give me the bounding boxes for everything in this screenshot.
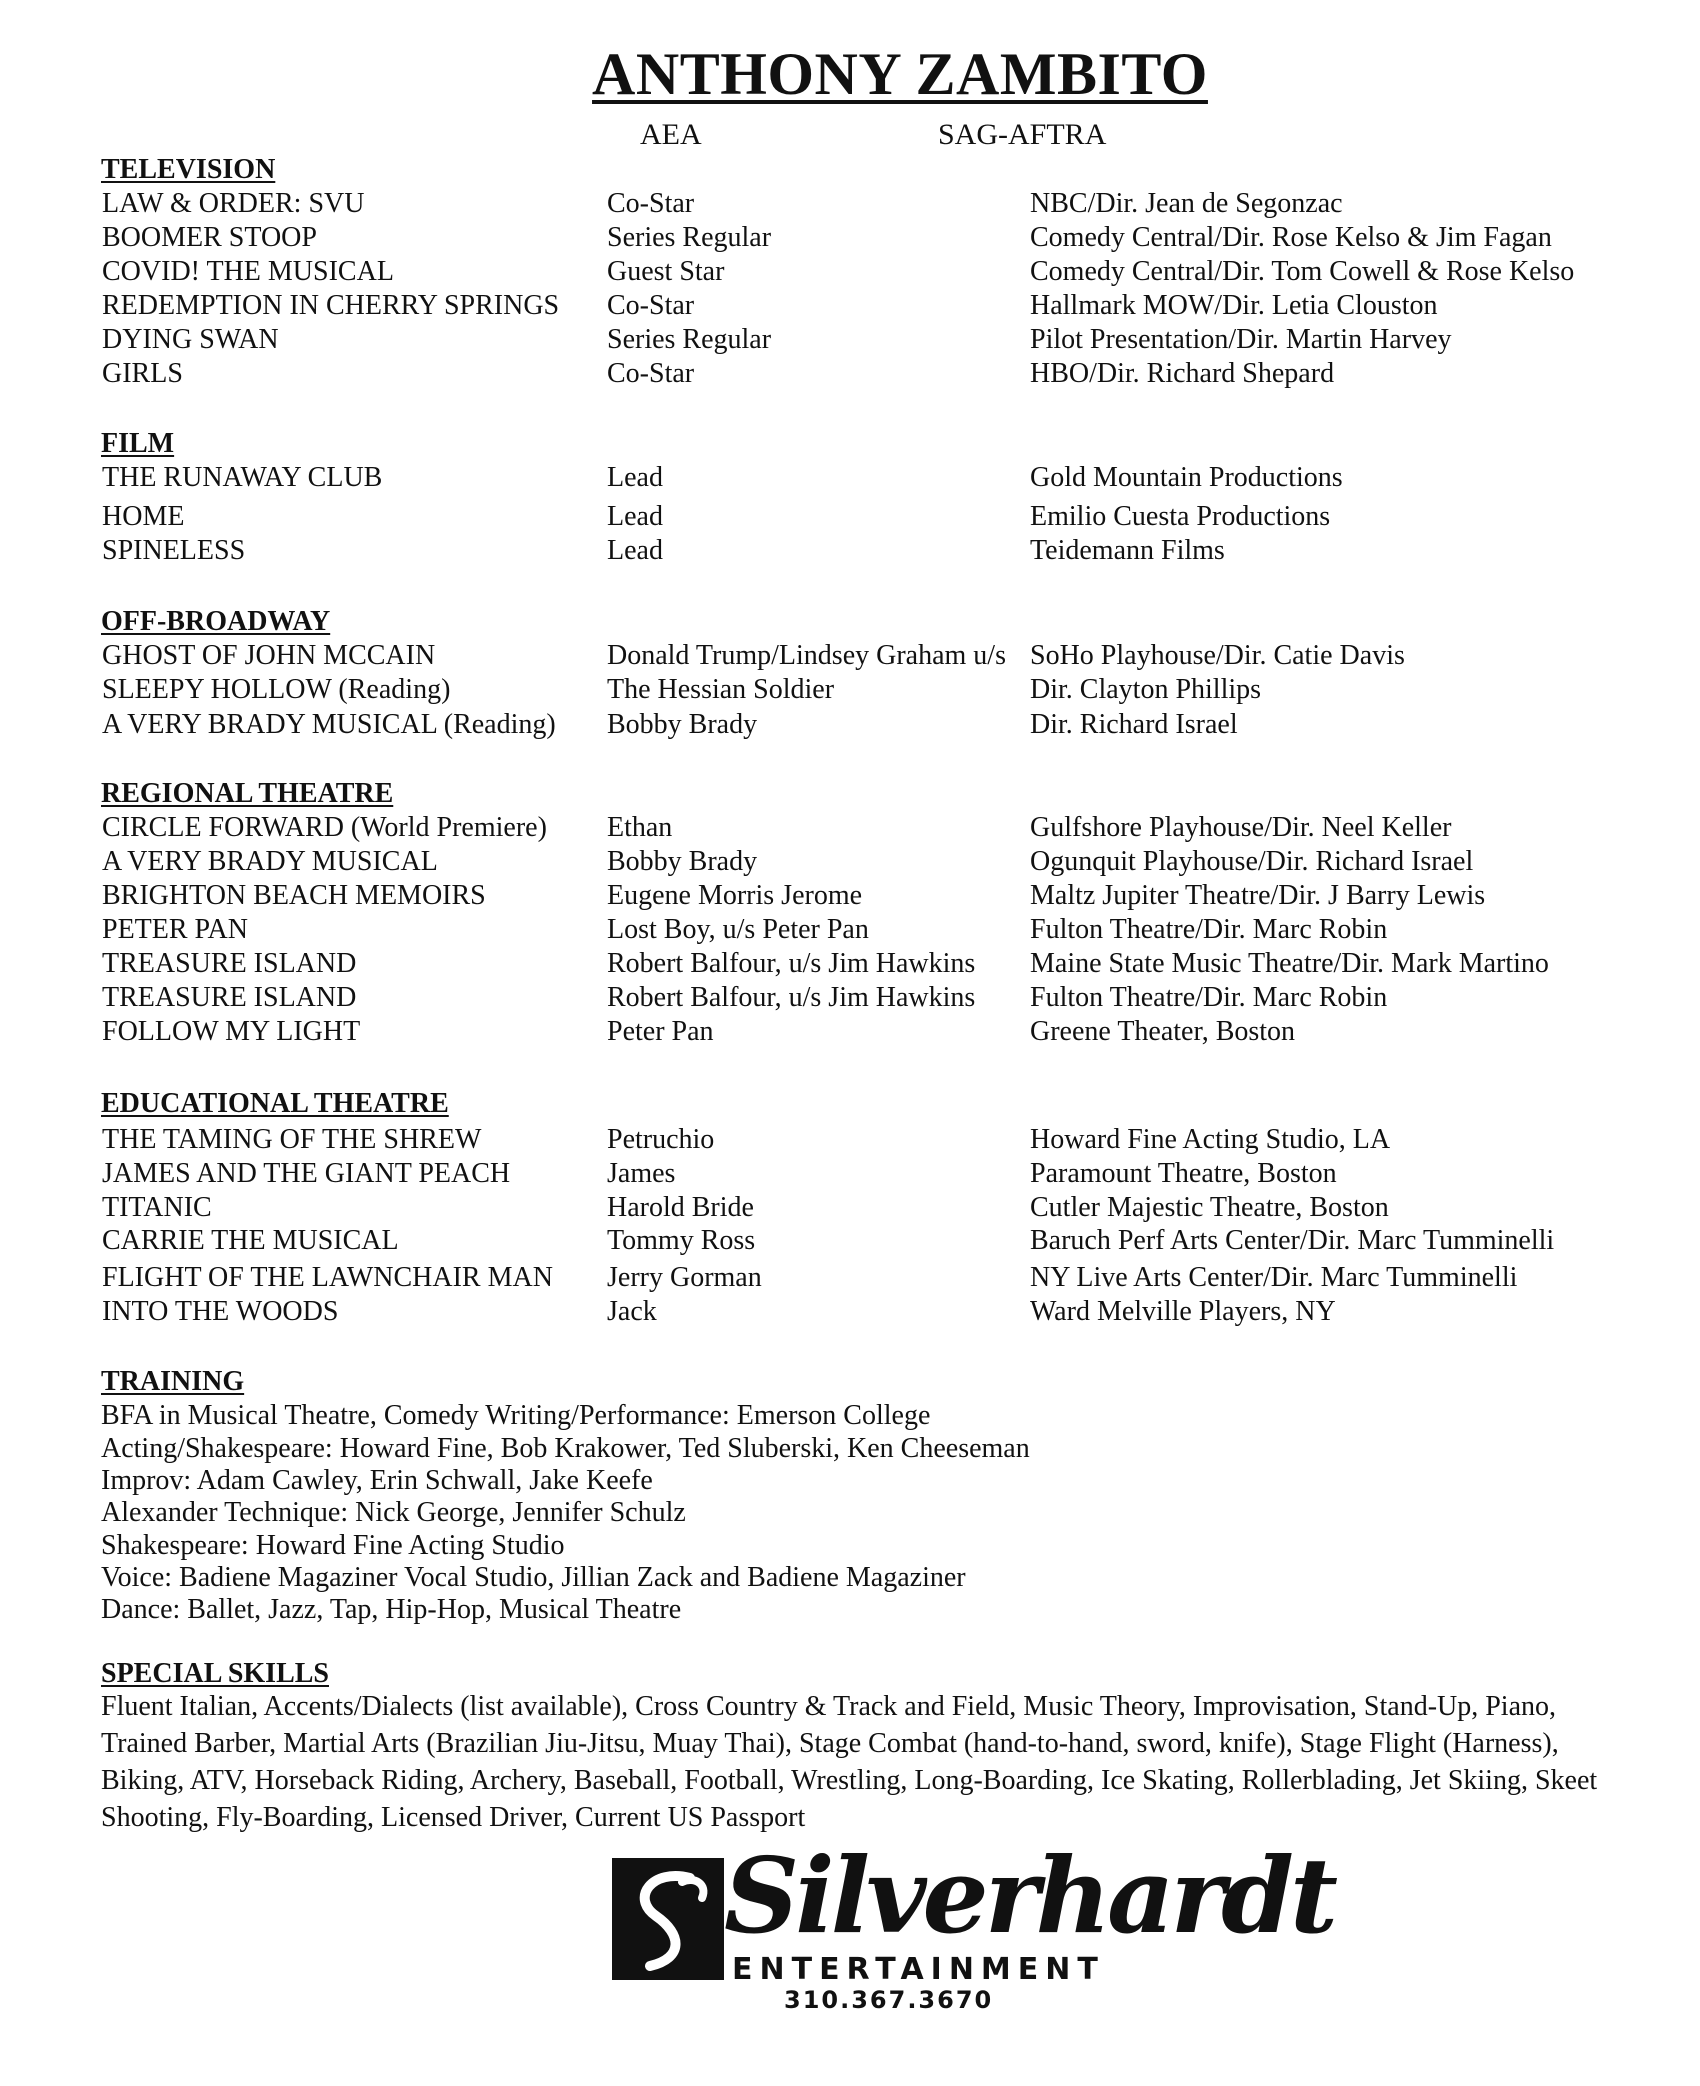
credit-title: GIRLS xyxy=(102,358,183,389)
logo-company-text: ENTERTAINMENT xyxy=(732,1952,1105,1987)
credit-venue: Fulton Theatre/Dir. Marc Robin xyxy=(1030,982,1388,1013)
credit-role: Harold Bride xyxy=(607,1192,754,1223)
credit-role: Bobby Brady xyxy=(607,709,758,740)
credit-row xyxy=(0,1124,1700,1158)
credit-role: Robert Balfour, u/s Jim Hawkins xyxy=(607,948,976,979)
credit-title: BOOMER STOOP xyxy=(102,222,317,253)
credit-role: Series Regular xyxy=(607,222,772,253)
credit-row xyxy=(0,1262,1700,1296)
credit-role: Lead xyxy=(607,535,663,566)
training-line: Alexander Technique: Nick George, Jennifer Schulz xyxy=(101,1497,686,1528)
credit-row xyxy=(0,324,1700,358)
credit-role: Bobby Brady xyxy=(607,846,758,877)
agency-logo xyxy=(612,1834,1335,2014)
credit-venue: Teidemann Films xyxy=(1030,535,1225,566)
credit-title: THE TAMING OF THE SHREW xyxy=(102,1124,482,1155)
credit-role: The Hessian Soldier xyxy=(607,674,835,705)
credit-row xyxy=(0,1016,1700,1050)
credit-role: Peter Pan xyxy=(607,1016,714,1047)
credit-title: JAMES AND THE GIANT PEACH xyxy=(102,1158,511,1189)
section-title-educational-theatre: EDUCATIONAL THEATRE xyxy=(101,1088,449,1119)
credit-title: A VERY BRADY MUSICAL (Reading) xyxy=(102,709,556,740)
credit-venue: SoHo Playhouse/Dir. Catie Davis xyxy=(1030,640,1405,671)
credit-row xyxy=(0,358,1700,392)
credit-title: GHOST OF JOHN MCCAIN xyxy=(102,640,436,671)
credit-venue: Gold Mountain Productions xyxy=(1030,462,1343,493)
credit-title: FOLLOW MY LIGHT xyxy=(102,1016,361,1047)
credit-venue: Ogunquit Playhouse/Dir. Richard Israel xyxy=(1030,846,1474,877)
section-title-off-broadway: OFF-BROADWAY xyxy=(101,606,331,637)
credit-role: Lost Boy, u/s Peter Pan xyxy=(607,914,869,945)
credit-row xyxy=(0,709,1700,743)
training-line: Dance: Ballet, Jazz, Tap, Hip-Hop, Musical Theatre xyxy=(101,1594,682,1625)
logo-script-text: Silverhardt xyxy=(724,1834,1335,1957)
credit-venue: Fulton Theatre/Dir. Marc Robin xyxy=(1030,914,1388,945)
credit-title: CARRIE THE MUSICAL xyxy=(102,1225,399,1256)
section-title-special-skills: SPECIAL SKILLS xyxy=(101,1658,329,1689)
credit-role: Jerry Gorman xyxy=(607,1262,762,1293)
credit-venue: Ward Melville Players, NY xyxy=(1030,1296,1336,1327)
credit-venue: Emilio Cuesta Productions xyxy=(1030,501,1331,532)
training-line: Acting/Shakespeare: Howard Fine, Bob Krakower, Ted Sluberski, Ken Cheeseman xyxy=(101,1433,1030,1464)
credit-title: THE RUNAWAY CLUB xyxy=(102,462,383,493)
training-line: Voice: Badiene Magaziner Vocal Studio, Jillian Zack and Badiene Magaziner xyxy=(101,1562,966,1593)
credit-row xyxy=(0,256,1700,290)
credit-venue: HBO/Dir. Richard Shepard xyxy=(1030,358,1335,389)
credit-role: Tommy Ross xyxy=(607,1225,756,1256)
credit-title: SLEEPY HOLLOW (Reading) xyxy=(102,674,451,705)
training-line: Improv: Adam Cawley, Erin Schwall, Jake Keefe xyxy=(101,1465,653,1496)
credit-row xyxy=(0,222,1700,256)
credit-venue: Paramount Theatre, Boston xyxy=(1030,1158,1337,1189)
credit-title: TREASURE ISLAND xyxy=(102,948,357,979)
credit-venue: Comedy Central/Dir. Tom Cowell & Rose Kelso xyxy=(1030,256,1575,287)
credit-row xyxy=(0,674,1700,708)
credit-title: REDEMPTION IN CHERRY SPRINGS xyxy=(102,290,560,321)
credit-venue: Maltz Jupiter Theatre/Dir. J Barry Lewis xyxy=(1030,880,1486,911)
credit-row xyxy=(0,535,1700,569)
credit-row xyxy=(0,1158,1700,1192)
credit-venue: NY Live Arts Center/Dir. Marc Tumminelli xyxy=(1030,1262,1518,1293)
credit-title: SPINELESS xyxy=(102,535,246,566)
credit-venue: Gulfshore Playhouse/Dir. Neel Keller xyxy=(1030,812,1452,843)
credit-role: Lead xyxy=(607,462,663,493)
credit-venue: Greene Theater, Boston xyxy=(1030,1016,1296,1047)
credit-title: TITANIC xyxy=(102,1192,212,1223)
credit-venue: Dir. Richard Israel xyxy=(1030,709,1238,740)
credit-venue: NBC/Dir. Jean de Segonzac xyxy=(1030,188,1343,219)
credit-title: PETER PAN xyxy=(102,914,249,945)
credit-venue: Comedy Central/Dir. Rose Kelso & Jim Fagan xyxy=(1030,222,1552,253)
special-skills-text: Fluent Italian, Accents/Dialects (list available), Cross Country & Track and Field, Music Theory, Improvisation, Stand-Up, Piano, Trained Barber, Martial Arts (Brazilian Jiu-Jitsu, Muay Thai), Stage Combat (hand-to-hand, sword, knife), Stage Flight (Harness), Biking, ATV, Horseback Riding, Archery, Baseball, Football, Wrestling, Long-Boarding, Ice Skating, Rollerblading, Jet Skiing, Skeet Shooting, Fly-Boarding, Licensed Driver, Current US Passport xyxy=(101,1691,1598,1833)
training-line: Shakespeare: Howard Fine Acting Studio xyxy=(101,1530,565,1561)
section-title-regional-theatre: REGIONAL THEATRE xyxy=(101,778,394,809)
credit-role: James xyxy=(607,1158,676,1189)
credit-venue: Dir. Clayton Phillips xyxy=(1030,674,1262,705)
credit-venue: Cutler Majestic Theatre, Boston xyxy=(1030,1192,1389,1223)
credit-role: Guest Star xyxy=(607,256,725,287)
credit-title: BRIGHTON BEACH MEMOIRS xyxy=(102,880,486,911)
credit-row xyxy=(0,982,1700,1016)
section-title-television: TELEVISION xyxy=(101,154,276,185)
credit-title: LAW & ORDER: SVU xyxy=(102,188,365,219)
credit-row xyxy=(0,501,1700,535)
credit-row xyxy=(0,640,1700,674)
credit-row xyxy=(0,1296,1700,1330)
credit-role: Ethan xyxy=(607,812,673,843)
credit-row xyxy=(0,1192,1700,1226)
credit-row xyxy=(0,812,1700,846)
logo-mark-icon xyxy=(612,1858,724,1980)
training-line: BFA in Musical Theatre, Comedy Writing/Performance: Emerson College xyxy=(101,1400,931,1431)
credit-title: A VERY BRADY MUSICAL xyxy=(102,846,438,877)
section-title-film: FILM xyxy=(101,428,175,459)
credit-role: Series Regular xyxy=(607,324,772,355)
credit-role: Co-Star xyxy=(607,188,695,219)
union-aea: AEA xyxy=(640,118,702,151)
credit-row xyxy=(0,948,1700,982)
credit-venue: Howard Fine Acting Studio, LA xyxy=(1030,1124,1391,1155)
credit-venue: Hallmark MOW/Dir. Letia Clouston xyxy=(1030,290,1438,321)
section-title-training: TRAINING xyxy=(101,1366,245,1397)
credit-role: Lead xyxy=(607,501,663,532)
actor-name: ANTHONY ZAMBITO xyxy=(592,41,1208,107)
credit-role: Petruchio xyxy=(607,1124,715,1155)
credit-title: TREASURE ISLAND xyxy=(102,982,357,1013)
credit-title: COVID! THE MUSICAL xyxy=(102,256,394,287)
credit-row xyxy=(0,914,1700,948)
credit-role: Co-Star xyxy=(607,290,695,321)
credit-row xyxy=(0,188,1700,222)
credit-row xyxy=(0,462,1700,496)
credit-row xyxy=(0,1225,1700,1259)
credit-row xyxy=(0,290,1700,324)
credit-title: HOME xyxy=(102,501,185,532)
credit-role: Donald Trump/Lindsey Graham u/s xyxy=(607,640,1006,671)
credit-title: CIRCLE FORWARD (World Premiere) xyxy=(102,812,547,843)
credit-title: FLIGHT OF THE LAWNCHAIR MAN xyxy=(102,1262,553,1293)
credit-role: Eugene Morris Jerome xyxy=(607,880,863,911)
credit-venue: Maine State Music Theatre/Dir. Mark Martino xyxy=(1030,948,1549,979)
union-sag-aftra: SAG-AFTRA xyxy=(938,118,1107,151)
credit-row xyxy=(0,880,1700,914)
credit-row xyxy=(0,846,1700,880)
credit-title: INTO THE WOODS xyxy=(102,1296,339,1327)
credit-role: Jack xyxy=(607,1296,657,1327)
agency-phone: 310.367.3670 xyxy=(784,1986,994,2014)
credit-role: Robert Balfour, u/s Jim Hawkins xyxy=(607,982,976,1013)
credit-role: Co-Star xyxy=(607,358,695,389)
credit-title: DYING SWAN xyxy=(102,324,279,355)
credit-venue: Pilot Presentation/Dir. Martin Harvey xyxy=(1030,324,1452,355)
credit-venue: Baruch Perf Arts Center/Dir. Marc Tumminelli xyxy=(1030,1225,1555,1256)
